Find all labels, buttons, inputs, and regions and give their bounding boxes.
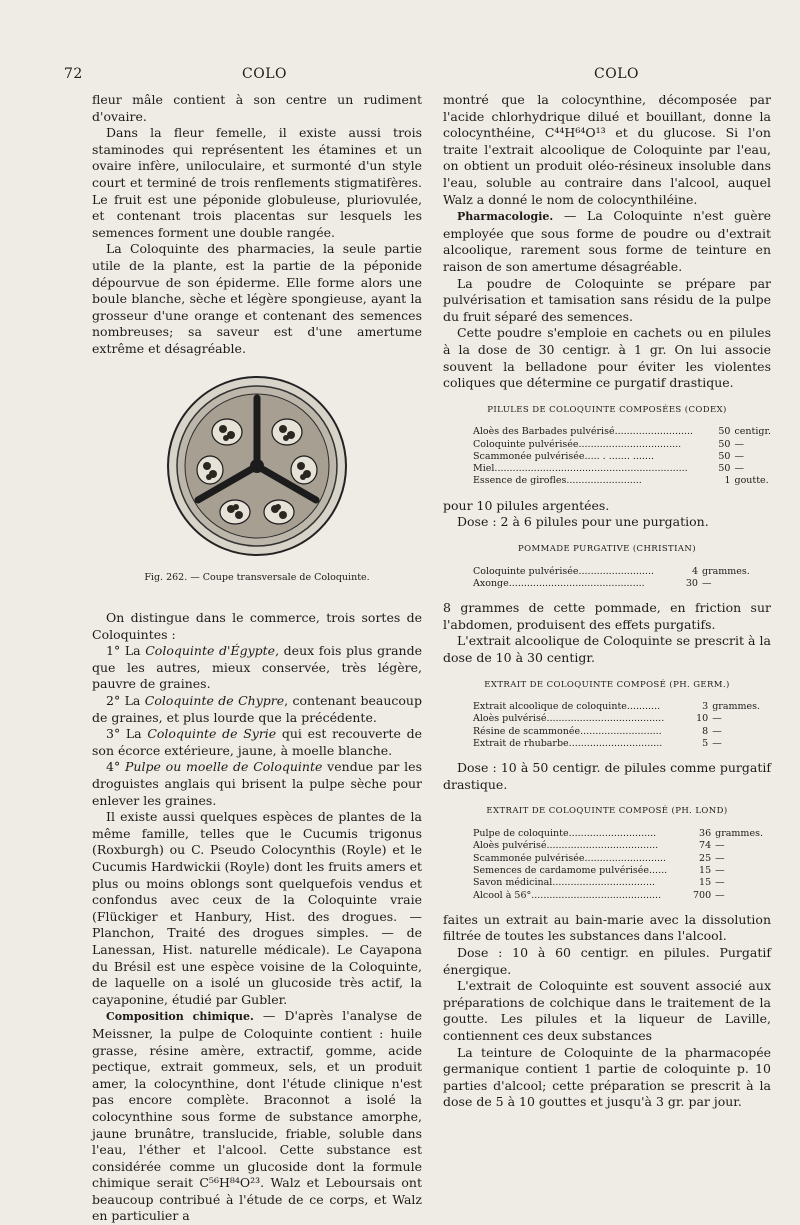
recipe-row (473, 853, 763, 865)
unit: — (734, 450, 744, 462)
unit: — (734, 438, 744, 450)
quantity: 8 (702, 725, 709, 737)
section-heading: Pharmacologie. (457, 210, 554, 224)
recipe-table (473, 701, 760, 750)
paragraph: faites un extrait au bain-marie avec la dissolution filtrée de toutes les substances dans l'alcool. (443, 911, 771, 944)
quantity: 50 (718, 450, 731, 462)
paragraph: Cette poudre s'emploie en cachets ou en pilules à la dose de 30 centigr. à 1 gr. On lui associe souvent la belladone pour éviter les violentes coliques que détermine ce purgatif drastique. (443, 325, 771, 391)
section-heading: Composition chimique. (106, 1010, 254, 1024)
list-number: 1° La (106, 643, 146, 659)
unit: — (715, 864, 725, 876)
list-text: , contenant beaucoup de graines, et plus lourde que la précédente. (92, 693, 422, 725)
quantity: 15 (699, 877, 712, 889)
recipe-row (473, 865, 763, 877)
page-number: 72 (64, 66, 83, 82)
unit: — (715, 840, 725, 852)
paragraph: L'extrait alcoolique de Coloquinte se prescrit à la dose de 10 à 30 centigr. (443, 633, 771, 665)
coloquinte-cross-section-figure (165, 374, 349, 558)
list-text: , deux fois plus grande que les autres, mieux conservée, très légère, pauvre de graines. (92, 643, 422, 692)
paragraph: On distingue dans le commerce, trois sortes de Coloquintes : (92, 610, 422, 642)
unit: grammes. (701, 565, 750, 577)
quantity: 700 (693, 889, 712, 901)
figure-caption: Fig. 262. — Coupe transversale de Coloquinte. (144, 571, 370, 583)
ingredient: Savon médicinal.................................. (473, 877, 655, 889)
ingredient: Pulpe de coloquinte............................. (473, 828, 657, 840)
recipe-table (473, 566, 750, 591)
recipe-title: EXTRAIT DE COLOQUINTE COMPOSÉ (PH. GERM.) (484, 679, 730, 690)
quantity: 1 (724, 475, 731, 487)
recipe-row (473, 840, 763, 852)
list-item (92, 759, 422, 809)
paragraph: fleur mâle contient à son centre un rudiment d'ovaire. (92, 92, 422, 124)
quantity: 15 (699, 864, 712, 876)
unit: — (715, 889, 725, 901)
quantity: 74 (699, 840, 712, 852)
unit: — (734, 463, 744, 475)
ingredient: Scammonée pulvérisée..... . ....... ....... (473, 450, 654, 462)
quantity: 30 (685, 577, 698, 589)
paragraph: Dans la fleur femelle, il existe aussi trois staminodes qui représentent les étamines et un ovaire infère, uniloculaire, et surmonté d'un style court et terminé de trois renflements stigmatifères. Le fruit est une péponide globuleuse, pluriovulée, et contenant trois placentas sur lesquels les semences forment une double rangée. (92, 125, 422, 240)
paragraph: L'extrait de Coloquinte est souvent associé aux préparations de colchique dans le traitement de la goutte. Les pilules et la liqueur de Laville, contiennent ces deux substances (443, 978, 771, 1044)
list-item (92, 693, 422, 726)
quantity: 50 (718, 463, 731, 475)
ingredient: Aloès pulvérisé..................................... (473, 840, 659, 852)
paragraph (443, 208, 771, 275)
recipe-row (473, 738, 760, 750)
paragraph: pour 10 pilules argentées. (443, 497, 610, 513)
recipe-row (473, 713, 760, 725)
unit: grammes. (712, 701, 761, 713)
quantity: 10 (696, 713, 709, 725)
unit: — (712, 713, 722, 725)
recipe-table (473, 828, 763, 902)
ingredient: Scammonée pulvérisée........................... (473, 852, 667, 864)
variety-name: Pulpe ou moelle de Coloquinte (125, 759, 323, 775)
unit: grammes. (715, 828, 763, 840)
list-item (92, 726, 422, 759)
quantity: 5 (702, 738, 709, 749)
quantity: 3 (702, 701, 709, 713)
ingredient: Coloquinte pulvérisée......................... (473, 565, 654, 577)
list-text: qui est recouverte de son écorce extérieure, jaune, à moelle blanche. (92, 726, 422, 758)
recipe-title: EXTRAIT DE COLOQUINTE COMPOSÉ (PH. LOND) (486, 806, 728, 817)
paragraph: Dose : 2 à 6 pilules pour une purgation. (457, 514, 709, 530)
paragraph-text: — D'après l'analyse de Meissner, la pulpe de Coloquinte contient : huile grasse, résine amère, extractif, gomme, acide pectique, extrait gommeux, sels, et un produit amer, la colocynthine, dont l'étude clinique n'est pas encore complète. Braconnot a isolé la colocynthine sous forme de substance amorphe, jaune brunâtre, translucide, friable, soluble dans l'eau, l'éther et l'alcool. Cette substance est considérée comme un glucoside dont la formule chimique serait C⁵⁶H⁸⁴O²³. Walz et Leboursais ont beaucoup contribué à l'étude de ce corps, et Walz en particulier a (92, 1008, 422, 1224)
ingredient: Alcool à 56°........................................... (473, 889, 662, 901)
paragraph: montré que la colocynthine, décomposée par l'acide chlorhydrique dilué et bouillant, donne la colocynthéine, C⁴⁴H⁶⁴O¹³ et du glucose. Si l'on traite l'extrait alcoolique de Coloquinte par l'eau, on obtient un produit oléo-résineux insoluble dans l'eau, soluble au contraire dans l'alcool, auquel Walz a donné le nom de colocynthiléine. (443, 92, 771, 207)
ingredient: Essence de girofles......................... (473, 475, 642, 487)
recipe-row (473, 890, 763, 902)
list-text: vendue par les droguistes anglais qui brisent la pulpe sèche pour enlever les graines. (92, 759, 422, 808)
variety-name: Coloquinte d'Égypte (145, 643, 276, 659)
right-column (443, 92, 771, 1111)
unit: goutte. (734, 475, 769, 487)
ingredient: Semences de cardamome pulvérisée...... (473, 864, 668, 876)
left-running-head: COLO (242, 66, 287, 82)
paragraph (92, 1008, 422, 1225)
recipe-row (473, 426, 771, 438)
paragraph: La poudre de Coloquinte se prépare par pulvérisation et tamisation sans résidu de la pulpe du fruit séparé des semences. (443, 275, 771, 324)
recipe-row (473, 828, 763, 840)
recipe-row (473, 451, 771, 463)
list-number: 2° La (106, 693, 145, 709)
unit: — (712, 725, 722, 737)
ingredient: Résine de scammonée........................... (473, 725, 662, 737)
recipe-row (473, 475, 771, 487)
unit: — (712, 738, 722, 749)
unit: — (701, 577, 712, 589)
quantity: 4 (691, 565, 698, 577)
paragraph-text: — La Coloquinte n'est guère employée que sous forme de poudre ou d'extrait alcoolique, rarement sous forme de teinture en raison de son amertume désagréable. (443, 208, 771, 274)
right-running-head: COLO (594, 66, 639, 82)
ingredient: Extrait alcoolique de coloquinte........... (473, 701, 661, 713)
recipe-row (473, 701, 760, 713)
paragraph: La teinture de Coloquinte de la pharmacopée germanique contient 1 partie de coloquinte p. 10 parties d'alcool; cette préparation se prescrit à la dose de 5 à 10 gouttes et jusqu'à 3 gr. par jour. (443, 1044, 771, 1110)
recipe-row (473, 566, 750, 578)
variety-name: Coloquinte de Syrie (147, 726, 277, 742)
ingredient: Extrait de rhubarbe............................... (473, 738, 663, 749)
recipe-row (473, 463, 771, 475)
ingredient: Miel................................................................ (473, 463, 688, 475)
recipe-row (473, 726, 760, 738)
ingredient: Coloquinte pulvérisée.................................. (473, 438, 682, 450)
quantity: 50 (718, 426, 731, 438)
list-item (92, 643, 422, 693)
paragraph: Il existe aussi quelques espèces de plantes de la même famille, telles que le Cucumis trigonus (Roxburgh) ou C. Pseudo Colocynthis (Royle) et le Cucumis Hardwickii (Royle) dont les fruits amers et plus ou moins oblongs sont quelquefois vendus et confondus avec ceux de la Coloquinte vraie (Flückiger et Hanbury, Hist. des drogues. — Planchon, Traité des drogues simples. — de Lanessan, Hist. naturelle médicale). Le Cayapona du Brésil est une espèce voisine de la Coloquinte, de laquelle on a isolé un glucoside très actif, la cayaponine, étudié par Gubler. (92, 809, 422, 1007)
recipe-row (473, 877, 763, 889)
recipe-row (473, 439, 771, 451)
variety-name: Coloquinte de Chypre (144, 693, 285, 709)
recipe-title: PILULES DE COLOQUINTE COMPOSÉES (CODEX) (487, 404, 727, 415)
list-number: 4° (106, 759, 126, 775)
left-column (92, 92, 422, 1225)
unit: centigr. (734, 426, 771, 438)
paragraph: La Coloquinte des pharmacies, la seule partie utile de la plante, est la partie de la péponide dépourvue de son épiderme. Elle forme alors une boule blanche, sèche et légère spongieuse, ayant la grosseur d'une orange et contenant des semences nombreuses; sa saveur est d'une amertume extrême et désagréable. (92, 241, 422, 356)
paragraph: Dose : 10 à 60 centigr. en pilules. Purgatif énergique. (443, 945, 771, 977)
ingredient: Aloès des Barbades pulvérisé.......................... (473, 426, 694, 438)
paragraph: Dose : 10 à 50 centigr. de pilules comme purgatif drastique. (443, 760, 771, 792)
ingredient: Aloès pulvérisé....................................... (473, 713, 665, 725)
paragraph: 8 grammes de cette pommade, en friction sur l'abdomen, produisent des effets purgatifs. (443, 600, 771, 632)
unit: — (715, 877, 725, 889)
recipe-title: POMMADE PURGATIVE (CHRISTIAN) (518, 543, 696, 554)
quantity: 50 (718, 438, 731, 450)
list-number: 3° La (106, 726, 148, 742)
recipe-row (473, 578, 750, 590)
quantity: 36 (699, 828, 712, 840)
quantity: 25 (699, 852, 712, 864)
recipe-table (473, 426, 771, 487)
unit: — (715, 852, 725, 864)
ingredient: Axonge............................................. (473, 577, 645, 589)
